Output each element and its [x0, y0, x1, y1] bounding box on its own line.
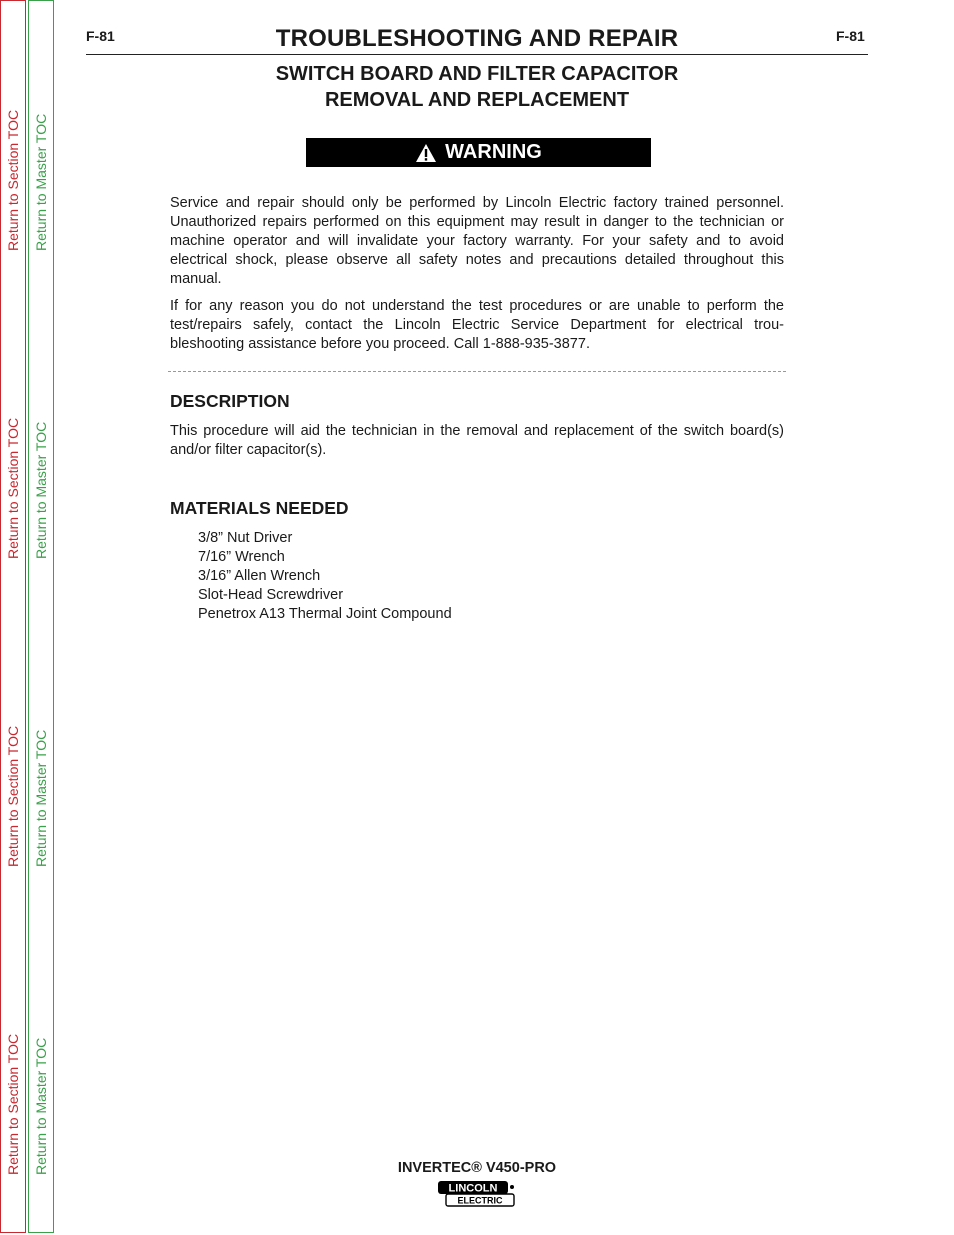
- list-item: Slot-Head Screwdriver: [198, 587, 344, 603]
- procedure-title: [86, 61, 868, 113]
- title-divider: [86, 54, 868, 55]
- master-toc-bar: [28, 0, 54, 1233]
- materials-heading: MATERIALS NEEDED: [170, 498, 349, 518]
- lincoln-electric-logo: [437, 1180, 517, 1208]
- list-item: 7/16” Wrench: [198, 549, 285, 565]
- materials-list: [198, 529, 452, 624]
- return-to-section-toc-link[interactable]: Return to Section TOC: [5, 725, 21, 867]
- return-to-section-toc-link[interactable]: Return to Section TOC: [5, 417, 21, 559]
- section-toc-bar: [0, 0, 26, 1233]
- safety-paragraph-1: Service and repair should only be performed by Lincoln Electric factory trained personnel. Unauthorized repairs performed on this equipment may result in danger to the technician or machine operator and will invalidate your factory warranty. For your safety and to avoid electrical shock, please observe all safety notes and precautions detailed throughout this manual.: [170, 195, 784, 287]
- page-title: TROUBLESHOOTING AND REPAIR: [275, 25, 679, 52]
- warning-triangle-icon: [415, 143, 437, 163]
- safety-paragraph-2: If for any reason you do not understand the test procedures or are unable to perform the test/repairs safely, contact the Lincoln Electric Service Department for electrical trou-bleshooting assistance before you proceed. Call 1-888-935-3877.: [170, 298, 784, 352]
- description-text: This procedure will aid the technician in the removal and replacement of the switch board(s) and/or filter capacitor(s).: [170, 423, 784, 458]
- return-to-section-toc-link[interactable]: Return to Section TOC: [5, 109, 21, 251]
- list-item: 3/16” Allen Wrench: [198, 568, 321, 584]
- list-item: 3/8” Nut Driver: [198, 530, 293, 546]
- return-to-section-toc-link[interactable]: Return to Section TOC: [5, 1033, 21, 1175]
- logo-bottom-text: ELECTRIC: [457, 1195, 503, 1206]
- procedure-title-line-2: REMOVAL AND REPLACEMENT: [324, 89, 630, 111]
- warning-banner: [306, 138, 651, 167]
- return-to-master-toc-link[interactable]: Return to Master TOC: [33, 1037, 49, 1175]
- return-to-master-toc-link[interactable]: Return to Master TOC: [33, 421, 49, 559]
- product-model: INVERTEC® V450-PRO: [397, 1160, 557, 1176]
- page-number-left: F-81: [86, 28, 115, 44]
- list-item: Penetrox A13 Thermal Joint Compound: [198, 606, 452, 622]
- warning-label: WARNING: [445, 141, 542, 163]
- return-to-master-toc-link[interactable]: Return to Master TOC: [33, 729, 49, 867]
- logo-top-text: LINCOLN: [448, 1182, 498, 1195]
- return-to-master-toc-link[interactable]: Return to Master TOC: [33, 113, 49, 251]
- procedure-title-line-1: SWITCH BOARD AND FILTER CAPACITOR: [275, 63, 679, 85]
- page-number-right: F-81: [836, 28, 865, 44]
- description-heading: DESCRIPTION: [170, 391, 290, 411]
- section-divider: [168, 371, 786, 372]
